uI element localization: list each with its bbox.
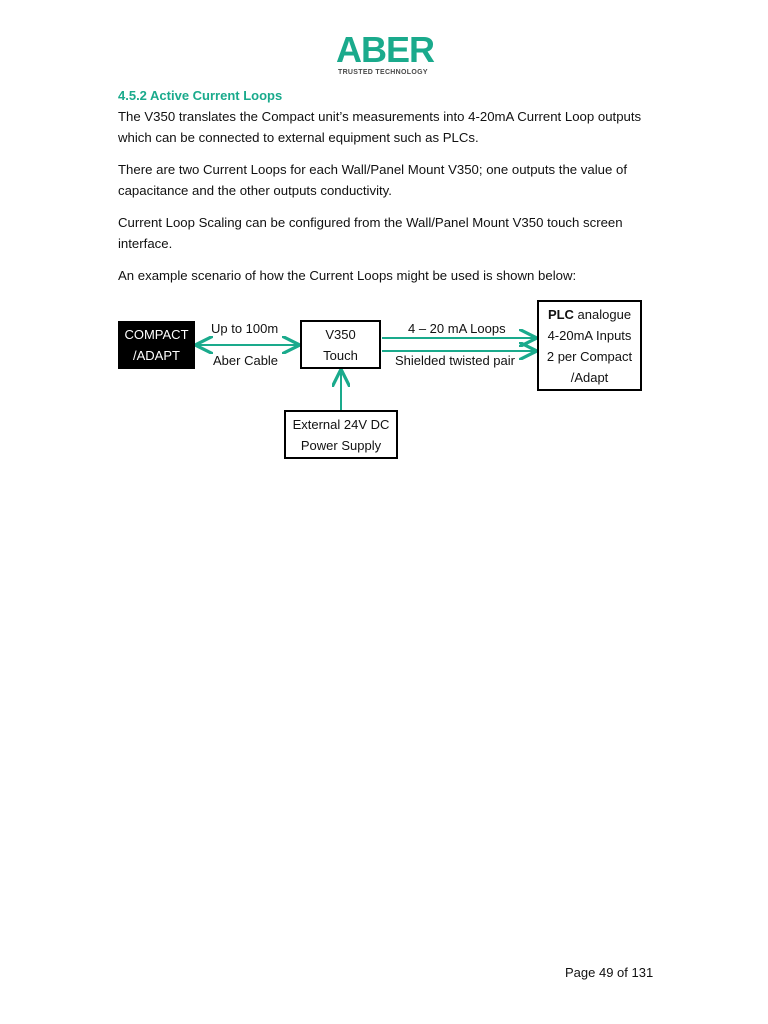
v350-label-line2: Touch [323,347,358,363]
aber-logo [336,29,436,82]
paragraph-intro: The V350 translates the Compact unit’s measurements into 4-20mA Current Loop outputs which can be connected to external equipment such as PLCs. [118,109,642,145]
power-label-line1: External 24V DC [292,416,390,432]
plc-label-line3: 2 per Compact [546,348,633,364]
compact-label-line2: /ADAPT [133,348,180,363]
page-number: Page 49 of 131 [565,965,654,980]
plc-bold-label: PLC [547,306,574,322]
plc-label-line4: /Adapt [570,369,609,385]
loops-label: 4 – 20 mA Loops [408,321,506,336]
cable-type-label: Aber Cable [213,353,279,368]
shielded-pair-label: Shielded twisted pair [395,353,515,368]
cable-length-label: Up to 100m [211,321,279,336]
paragraph-scaling: Current Loop Scaling can be configured from the Wall/Panel Mount V350 touch screen interface. [118,215,623,251]
compact-label-line1: COMPACT [124,327,189,342]
plc-box [537,300,642,391]
v350-touch-box [300,320,381,369]
compact-adapt-box [118,321,195,369]
paragraph-loops: There are two Current Loops for each Wall/Panel Mount V350; one outputs the value of capacitance and the other outputs conductivity. [118,162,627,198]
plc-label-line1 [548,304,631,325]
current-loop-diagram [110,295,655,470]
power-supply-box [284,410,398,459]
plc-label-rest: analogue [573,306,632,322]
logo-wordmark: ABER [336,29,435,70]
logo-tagline: TRUSTED TECHNOLOGY [338,69,428,76]
power-label-line2: Power Supply [300,437,382,453]
plc-label-line2: 4-20mA Inputs [547,327,632,343]
v350-label-line1: V350 [325,326,356,342]
paragraph-example: An example scenario of how the Current Loops might be used is shown below: [118,268,577,283]
section-heading: 4.5.2 Active Current Loops [118,88,283,103]
